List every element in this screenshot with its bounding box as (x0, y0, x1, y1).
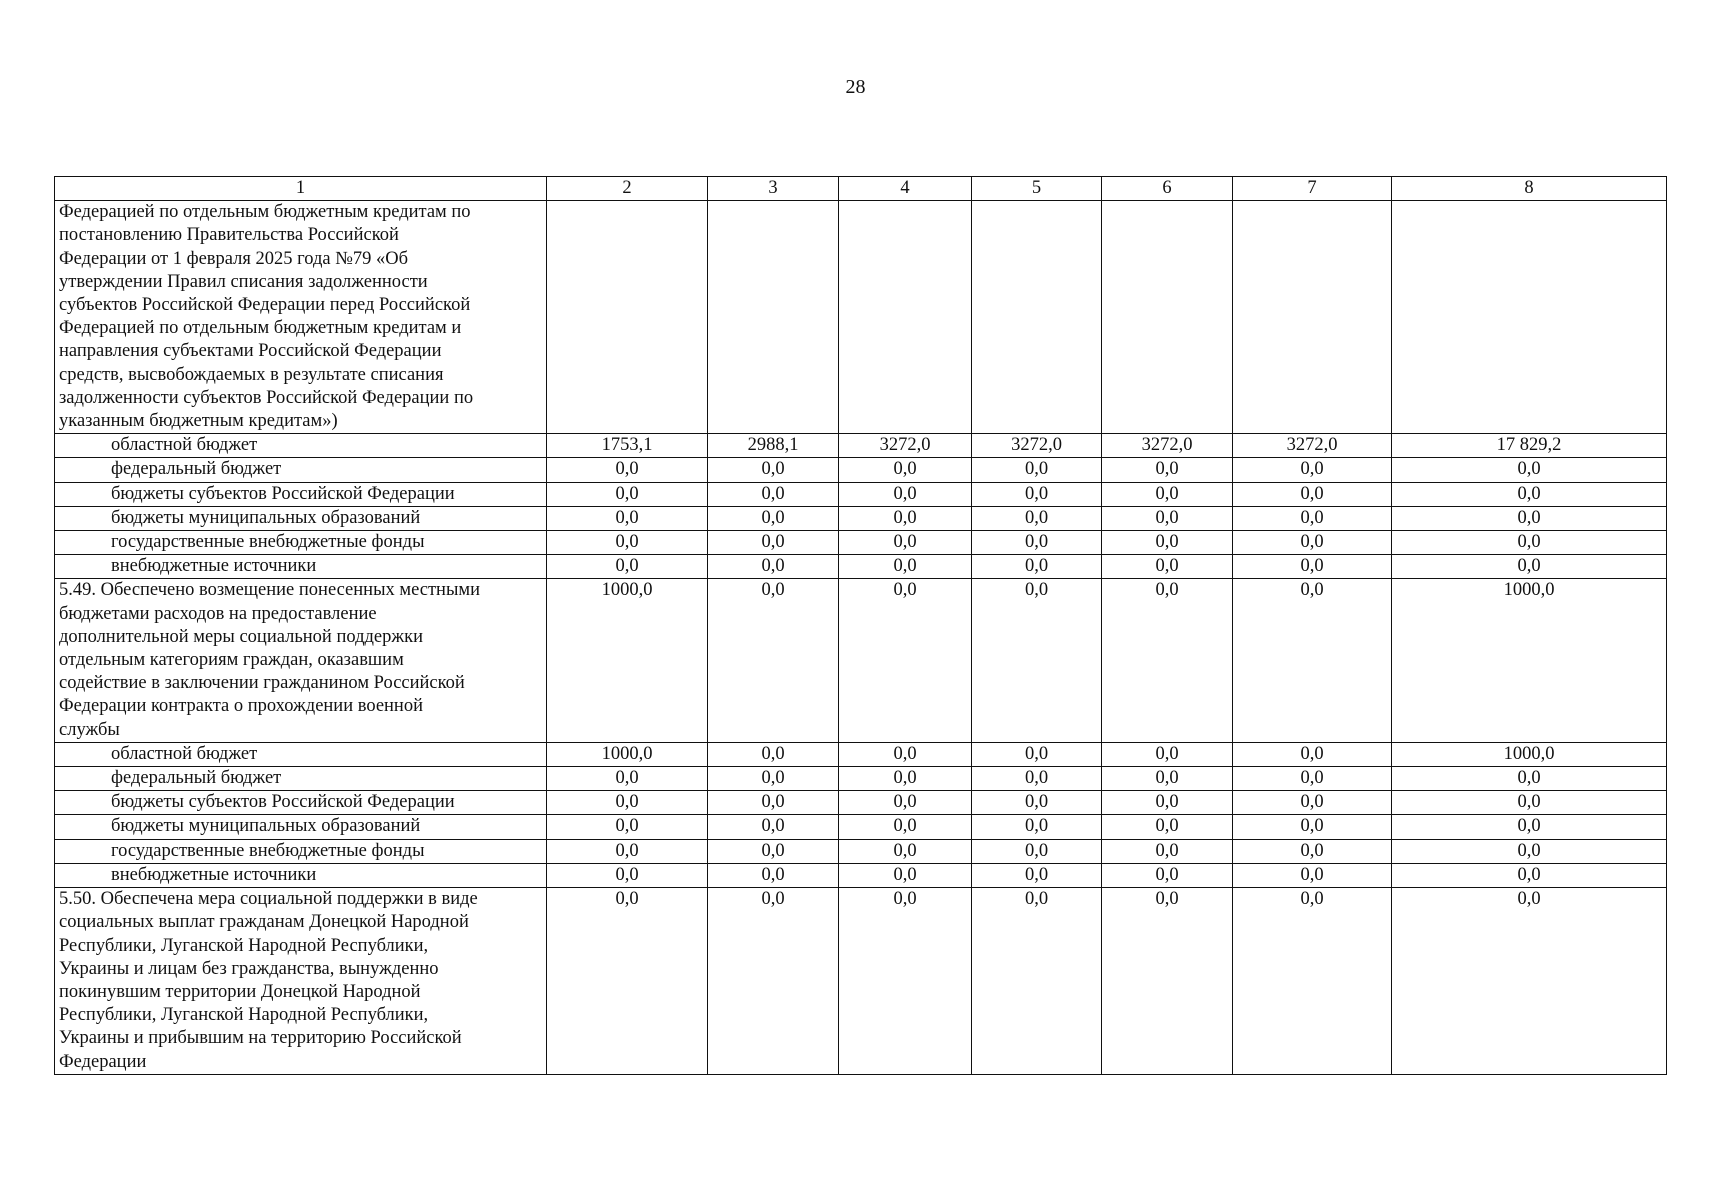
value-cell: 0,0 (1233, 863, 1392, 887)
value-cell: 0,0 (1392, 815, 1667, 839)
value-cell: 0,0 (708, 579, 839, 742)
value-cell: 1000,0 (547, 742, 708, 766)
value-cell: 0,0 (1102, 791, 1233, 815)
value-cell: 0,0 (1233, 791, 1392, 815)
value-cell: 0,0 (708, 531, 839, 555)
value-cell: 0,0 (547, 839, 708, 863)
value-cell: 0,0 (1233, 839, 1392, 863)
value-cell: 0,0 (1392, 863, 1667, 887)
value-cell: 0,0 (1102, 531, 1233, 555)
value-cell: 0,0 (1233, 458, 1392, 482)
value-cell: 0,0 (547, 531, 708, 555)
value-cell: 0,0 (1392, 531, 1667, 555)
header-cell: 5 (972, 177, 1102, 201)
value-cell: 0,0 (1233, 815, 1392, 839)
value-cell: 0,0 (972, 531, 1102, 555)
header-cell: 2 (547, 177, 708, 201)
value-cell: 0,0 (708, 839, 839, 863)
value-cell: 0,0 (839, 579, 972, 742)
funding-source-row (55, 531, 1667, 555)
value-cell: 0,0 (972, 579, 1102, 742)
value-cell: 0,0 (708, 767, 839, 791)
value-cell: 0,0 (1102, 839, 1233, 863)
header-row (55, 177, 1667, 201)
value-cell (1102, 201, 1233, 434)
section-description: Федерацией по отдельным бюджетным кредитам по постановлению Правительства Российской Федерации от 1 февраля 2025 года №79 «Об утверждении Правил списания задолженности субъектов Российской Федерации перед Российской Федерацией по отдельным бюджетным кредитам и направления субъектами Российской Федерации средств, высвобождаемых в результате списания задолженности субъектов Российской Федерации по указанным бюджетным кредитам») (55, 201, 547, 434)
value-cell: 1000,0 (1392, 579, 1667, 742)
funding-source-row (55, 767, 1667, 791)
value-cell: 0,0 (708, 482, 839, 506)
header-cell: 7 (1233, 177, 1392, 201)
value-cell: 0,0 (972, 458, 1102, 482)
header-cell: 4 (839, 177, 972, 201)
budget-table (54, 176, 1667, 1075)
value-cell: 0,0 (1233, 506, 1392, 530)
value-cell: 0,0 (972, 482, 1102, 506)
header-cell: 3 (708, 177, 839, 201)
funding-source-row (55, 506, 1667, 530)
value-cell: 3272,0 (1102, 434, 1233, 458)
header-cell: 8 (1392, 177, 1667, 201)
value-cell: 0,0 (1102, 458, 1233, 482)
value-cell: 0,0 (839, 863, 972, 887)
value-cell: 0,0 (972, 791, 1102, 815)
value-cell: 0,0 (1392, 506, 1667, 530)
value-cell: 0,0 (708, 815, 839, 839)
value-cell: 0,0 (839, 888, 972, 1075)
value-cell: 0,0 (972, 888, 1102, 1075)
value-cell: 0,0 (547, 791, 708, 815)
value-cell: 0,0 (1233, 531, 1392, 555)
value-cell: 3272,0 (972, 434, 1102, 458)
value-cell: 0,0 (1392, 791, 1667, 815)
value-cell: 0,0 (1233, 767, 1392, 791)
value-cell: 0,0 (1392, 555, 1667, 579)
funding-source-row (55, 555, 1667, 579)
header-cell: 1 (55, 177, 547, 201)
value-cell: 0,0 (839, 791, 972, 815)
value-cell: 0,0 (1233, 555, 1392, 579)
funding-source-label: государственные внебюджетные фонды (55, 531, 547, 555)
funding-source-label: бюджеты муниципальных образований (55, 506, 547, 530)
value-cell: 0,0 (547, 506, 708, 530)
value-cell (839, 201, 972, 434)
value-cell: 0,0 (1102, 506, 1233, 530)
value-cell: 0,0 (839, 555, 972, 579)
funding-source-label: федеральный бюджет (55, 767, 547, 791)
funding-source-label: государственные внебюджетные фонды (55, 839, 547, 863)
value-cell: 0,0 (1392, 767, 1667, 791)
funding-source-row (55, 839, 1667, 863)
value-cell: 0,0 (1102, 863, 1233, 887)
value-cell: 0,0 (1102, 742, 1233, 766)
value-cell: 1753,1 (547, 434, 708, 458)
value-cell: 0,0 (839, 839, 972, 863)
value-cell: 0,0 (972, 767, 1102, 791)
value-cell: 0,0 (708, 888, 839, 1075)
value-cell: 0,0 (547, 863, 708, 887)
section-row (55, 579, 1667, 742)
value-cell: 0,0 (1102, 579, 1233, 742)
value-cell (972, 201, 1102, 434)
value-cell: 17 829,2 (1392, 434, 1667, 458)
value-cell: 0,0 (1102, 482, 1233, 506)
value-cell: 0,0 (547, 888, 708, 1075)
value-cell: 0,0 (839, 767, 972, 791)
value-cell: 0,0 (839, 531, 972, 555)
value-cell (1392, 201, 1667, 434)
page-number: 28 (845, 76, 866, 98)
value-cell: 0,0 (547, 458, 708, 482)
section-row (55, 888, 1667, 1075)
value-cell: 0,0 (839, 506, 972, 530)
value-cell: 0,0 (708, 791, 839, 815)
funding-source-label: внебюджетные источники (55, 863, 547, 887)
value-cell: 0,0 (708, 742, 839, 766)
funding-source-label: бюджеты субъектов Российской Федерации (55, 791, 547, 815)
funding-source-row (55, 742, 1667, 766)
funding-source-label: федеральный бюджет (55, 458, 547, 482)
value-cell: 0,0 (1102, 815, 1233, 839)
value-cell: 0,0 (1233, 742, 1392, 766)
header-cell: 6 (1102, 177, 1233, 201)
value-cell: 0,0 (708, 458, 839, 482)
funding-source-row (55, 863, 1667, 887)
value-cell: 0,0 (972, 506, 1102, 530)
section-description: 5.50. Обеспечена мера социальной поддержки в виде социальных выплат гражданам Донецкой Народной Республики, Луганской Народной Республики, Украины и лицам без гражданства, вынужденно покинувшим территории Донецкой Народной Республики, Луганской Народной Республики, Украины и прибывшим на территорию Российской Федерации (55, 888, 547, 1075)
value-cell: 0,0 (708, 863, 839, 887)
value-cell: 0,0 (1102, 555, 1233, 579)
value-cell: 2988,1 (708, 434, 839, 458)
value-cell: 0,0 (1392, 888, 1667, 1075)
value-cell: 0,0 (1233, 888, 1392, 1075)
value-cell: 0,0 (972, 742, 1102, 766)
funding-source-row (55, 434, 1667, 458)
value-cell: 0,0 (1392, 458, 1667, 482)
value-cell: 0,0 (839, 742, 972, 766)
value-cell: 1000,0 (547, 579, 708, 742)
value-cell: 0,0 (972, 555, 1102, 579)
funding-source-label: внебюджетные источники (55, 555, 547, 579)
value-cell: 0,0 (547, 815, 708, 839)
value-cell: 0,0 (1392, 839, 1667, 863)
funding-source-label: областной бюджет (55, 742, 547, 766)
funding-source-row (55, 482, 1667, 506)
funding-source-row (55, 458, 1667, 482)
value-cell: 0,0 (972, 815, 1102, 839)
funding-source-row (55, 791, 1667, 815)
value-cell: 0,0 (547, 555, 708, 579)
value-cell: 0,0 (1102, 888, 1233, 1075)
value-cell: 3272,0 (1233, 434, 1392, 458)
funding-source-label: бюджеты муниципальных образований (55, 815, 547, 839)
section-description: 5.49. Обеспечено возмещение понесенных местными бюджетами расходов на предоставление дополнительной меры социальной поддержки отдельным категориям граждан, оказавшим содействие в заключении гражданином Российской Федерации контракта о прохождении военной службы (55, 579, 547, 742)
funding-source-label: бюджеты субъектов Российской Федерации (55, 482, 547, 506)
funding-source-row (55, 815, 1667, 839)
value-cell: 0,0 (547, 482, 708, 506)
value-cell: 0,0 (839, 458, 972, 482)
value-cell: 3272,0 (839, 434, 972, 458)
value-cell: 0,0 (1233, 579, 1392, 742)
value-cell: 0,0 (1392, 482, 1667, 506)
value-cell (1233, 201, 1392, 434)
value-cell (708, 201, 839, 434)
value-cell: 0,0 (708, 506, 839, 530)
value-cell: 0,0 (708, 555, 839, 579)
value-cell: 0,0 (839, 482, 972, 506)
section-row (55, 201, 1667, 434)
table-body (55, 177, 1667, 1075)
value-cell (547, 201, 708, 434)
value-cell: 1000,0 (1392, 742, 1667, 766)
value-cell: 0,0 (547, 767, 708, 791)
value-cell: 0,0 (972, 863, 1102, 887)
value-cell: 0,0 (839, 815, 972, 839)
value-cell: 0,0 (972, 839, 1102, 863)
value-cell: 0,0 (1102, 767, 1233, 791)
value-cell: 0,0 (1233, 482, 1392, 506)
funding-source-label: областной бюджет (55, 434, 547, 458)
